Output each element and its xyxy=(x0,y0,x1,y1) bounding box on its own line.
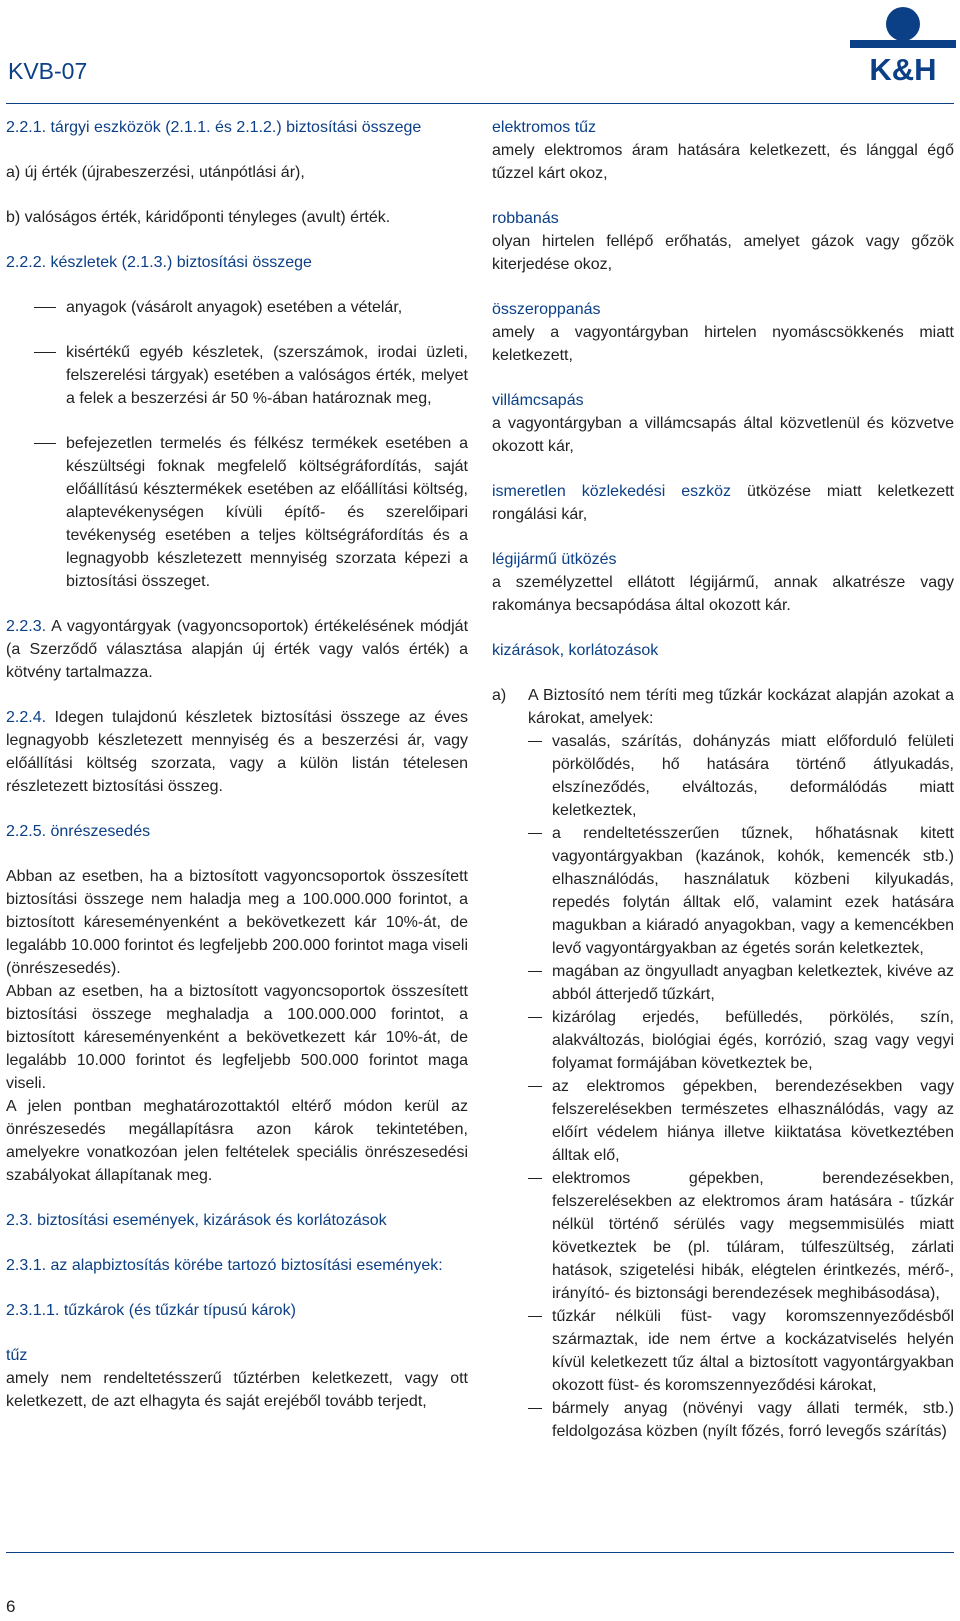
term-definition-implosion: amely a vagyontárgyban hirtelen nyomáscsökkenés miatt keletkezett, xyxy=(492,324,954,364)
section-heading-2-3-1: 2.3.1. az alapbiztosítás körébe tartozó biztosítási események: xyxy=(6,1257,443,1274)
document-code: KVB-07 xyxy=(8,58,88,84)
paragraph-deductible-special: A jelen pontban meghatározottaktól eltérő módon kerül az önrészesedés megállapításra azon károk tekintetében, amelyekre vonatkozóan jelen feltételek speciális önrészesedési szabályokat állapítanak meg. xyxy=(6,1098,468,1184)
paragraph-a: a) új érték (újrabeszerzési, utánpótlási ár), xyxy=(6,164,305,181)
term-heading-lightning: villámcsapás xyxy=(492,392,584,409)
section-heading-2-3: 2.3. biztosítási események, kizárások és korlátozások xyxy=(6,1212,387,1229)
footer-divider xyxy=(6,1552,954,1553)
list-marker: a) xyxy=(492,687,507,704)
term-heading-electric-fire: elektromos tűz xyxy=(492,119,597,136)
exclusion-subitem-3: magában az öngyulladt anyagban keletkeztek, kivéve az abból átterjedő tűzkárt, xyxy=(492,960,954,1006)
term-definition-explosion: olyan hirtelen fellépő erőhatás, amelyet gázok vagy gőzök kiterjedése okoz, xyxy=(492,233,954,273)
term-heading-aircraft: légijármű ütközés xyxy=(492,551,617,568)
paragraph-text: Idegen tulajdonú készletek biztosítási összege az éves legnagyobb készletezett mennyiség és a beszerzési ár, vagy előállítási költség szorzata, vagy a külön listán tételesen részletezett biztosítási összeg. xyxy=(6,709,468,795)
section-heading-2-3-1-1: 2.3.1.1. tűzkárok (és tűzkár típusú károk) xyxy=(6,1302,296,1319)
exclusion-subitem-4: kizárólag erjedés, befülledés, pörkölés, szín, alakváltozás, biológiai égés, korrózió, szag vagy vegyi folyamat formájában következtek be, xyxy=(492,1006,954,1075)
term-definition-unknown-vehicle: ütközése miatt keletkezett rongálási kár, xyxy=(492,483,955,523)
logo-lettering: K&H xyxy=(869,52,937,86)
paragraph-deductible-under: Abban az esetben, ha a biztosított vagyoncsoportok összesített biztosítási összege nem haladja meg a 100.000.000 forintot, a biztosított káreseményenként a bekövetkezett kár 10%-át, de legalább 10.000 forintot és legfeljebb 200.000 forintot maga viseli (önrészesedés). xyxy=(6,868,468,977)
exclusion-subitem-8: bármely anyag (növényi vagy állati termék, stb.) feldolgozása közben (nyílt főzés, forró levegős szárítás) xyxy=(492,1397,954,1443)
exclusion-subitem-5: az elektromos gépekben, berendezésekben vagy felszerelésekben természetes elhasználódás, vagy az előírt védelem hiánya illetve kiiktatása következtében álltak elő, xyxy=(492,1075,954,1167)
term-heading-explosion: robbanás xyxy=(492,210,559,227)
term-definition-electric-fire: amely elektromos áram hatására keletkezett, és lánggal égő tűzzel kárt okoz, xyxy=(492,142,954,182)
page-number: 6 xyxy=(6,1597,16,1616)
paragraph-number: 2.2.4. xyxy=(6,709,47,726)
term-definition-lightning: a vagyontárgyban a villámcsapás által közvetlenül és közvetve okozott kár, xyxy=(492,415,954,455)
section-heading-2-2-5 xyxy=(6,820,468,843)
exclusion-item-a xyxy=(492,684,954,730)
dash-item-work-in-progress: befejezetlen termelés és félkész termékek esetében a készültségi foknak megfelelő költségráfordítás, saját előállítású késztermékek esetében az előállítási költség, alaptevékenységen kívüli építő- és szerelőipari tevékenység esetében a teljes költségráfordítás és a legnagyobb készletezett mennyiség szorzata képezi a biztosítási összeget. xyxy=(6,432,468,593)
section-heading-exclusions: kizárások, korlátozások xyxy=(492,642,659,659)
term-unknown-vehicle xyxy=(492,480,954,526)
kh-logo xyxy=(850,4,956,86)
heading-text: önrészesedés xyxy=(50,823,151,840)
paragraph-2-2-4 xyxy=(6,706,468,798)
exclusion-subitem-1: vasalás, szárítás, dohányzás miatt előforduló felületi pörkölődés, hő hatására történő átlyukadás, elszíneződés, elváltozás, deformálódás miatt keletkeztek, xyxy=(492,730,954,822)
exclusion-intro: A Biztosító nem téríti meg tűzkár kockázat alapján azokat a károkat, amelyek: xyxy=(528,687,954,727)
section-heading-2-2-1: 2.2.1. tárgyi eszközök (2.1.1. és 2.1.2.) biztosítási összege xyxy=(6,119,422,136)
paragraph-number: 2.2.3. xyxy=(6,618,47,635)
left-column xyxy=(6,116,468,1413)
header-divider xyxy=(6,103,954,104)
dash-item-materials: anyagok (vásárolt anyagok) esetében a vételár, xyxy=(6,296,468,319)
term-heading-fire: tűz xyxy=(6,1347,28,1364)
paragraph-text: A vagyontárgyak (vagyoncsoportok) értékelésének módját (a Szerződő választása alapján új érték vagy valós érték) a kötvény tartalmazza. xyxy=(6,618,469,681)
exclusion-subitem-2: a rendeltetésszerűen tűznek, hőhatásnak kitett vagyontárgyakban (kazánok, kohók, kemencék stb.) elhasználódás, használatuk közbeni kilyukadás, repedés folytán álltak elő, valamint ezek hatására magukban a kiáradó anyagokban, vagy a kemencékben levő vagyontárgyakban az égetés során keletkeztek, xyxy=(492,822,954,960)
term-definition-aircraft: a személyzettel ellátott légijármű, annak alkatrésze vagy rakománya becsapódása által okozott kár. xyxy=(492,574,954,614)
section-heading-2-2-2: 2.2.2. készletek (2.1.3.) biztosítási összege xyxy=(6,254,312,271)
term-heading-unknown-vehicle: ismeretlen közlekedési eszköz xyxy=(492,483,732,500)
term-definition-fire: amely nem rendeltetésszerű tűztérben keletkezett, vagy ott keletkezett, de azt elhagyta és saját erejéből tovább terjedt, xyxy=(6,1370,468,1410)
paragraph-deductible-over: Abban az esetben, ha a biztosított vagyoncsoportok összesített biztosítási összege meghaladja a 100.000.000 forintot, a biztosított káreseményenként a bekövetkezett kár 10%-át, de legalább 10.000 forintot és legfeljebb 500.000 forintot maga viseli. xyxy=(6,983,468,1092)
exclusion-subitem-7: tűzkár nélküli füst- vagy koromszennyeződésből származtak, ide nem értve a kockázatviselés helyén kívül keletkezett tűz által a biztosított vagyontárgyakban okozott füst- és koromszennyeződési károkat, xyxy=(492,1305,954,1397)
paragraph-2-2-3 xyxy=(6,615,468,684)
heading-number: 2.2.5. xyxy=(6,823,47,840)
right-column xyxy=(492,116,954,1443)
term-heading-implosion: összeroppanás xyxy=(492,301,601,318)
dash-item-small-stock: kisértékű egyéb készletek, (szerszámok, irodai üzleti, felszerelési tárgyak) esetében a valóságos érték, melyet a felek a beszerzési ár 50 %-ában határoznak meg, xyxy=(6,341,468,410)
paragraph-b: b) valóságos érték, káridőponti tényleges (avult) érték. xyxy=(6,209,391,226)
exclusion-subitem-6: elektromos gépekben, berendezésekben, felszerelésekben az elektromos áram hatására - tűzkár nélkül történő sérülés vagy megsemmisülés miatt következtek be (pl. túláram, túlfeszültség, zárlati hatások, szigetelési hibák, elégtelen érintkezés, mérő-, irányító- és biztonsági berendezések meghibásodása), xyxy=(492,1167,954,1305)
